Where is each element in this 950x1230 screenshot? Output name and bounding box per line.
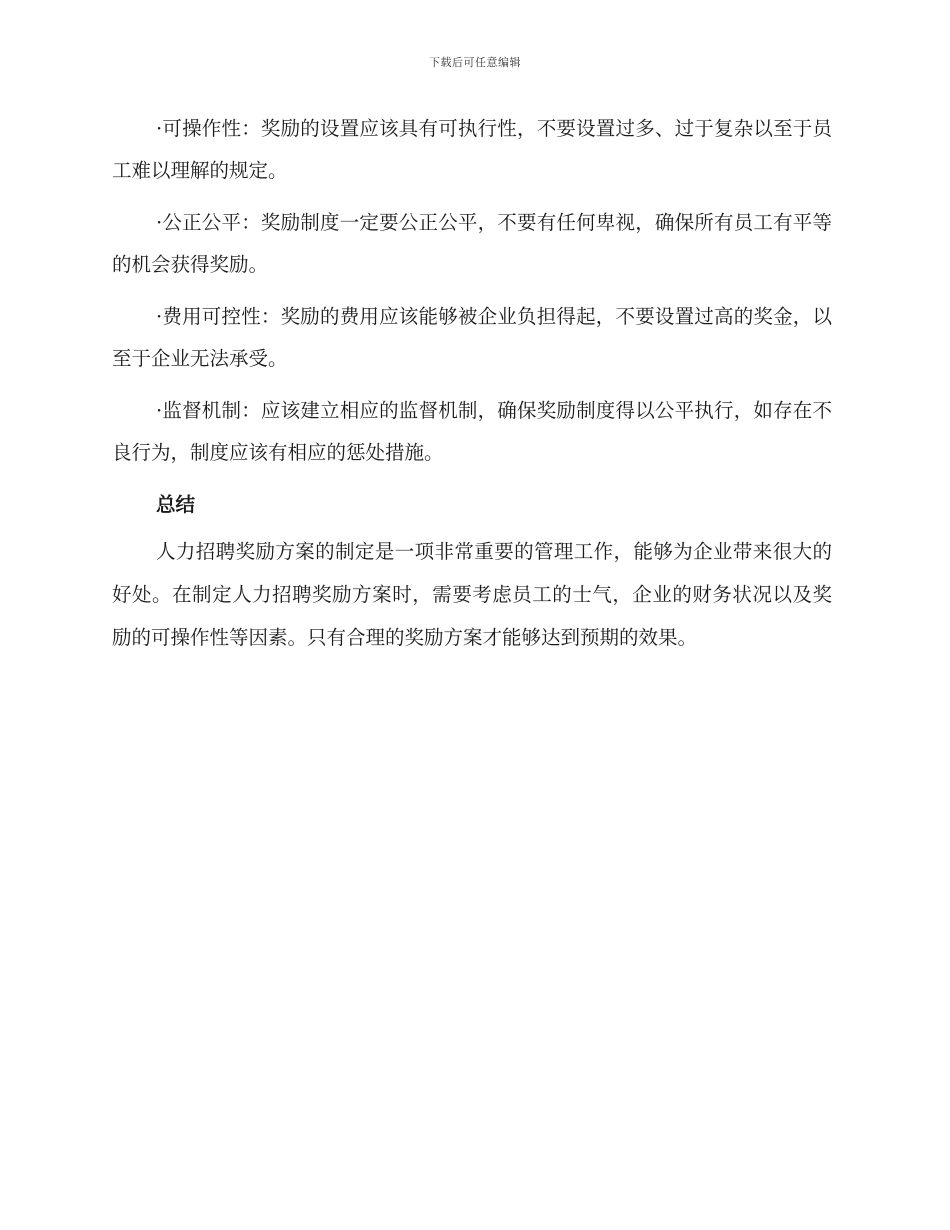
summary-paragraph: 人力招聘奖励方案的制定是一项非常重要的管理工作，能够为企业带来很大的好处。在制定人力招聘奖励方案时，需要考虑员工的士气，企业的财务状况以及奖励的可操作性等因素。只有合理的奖励方案才能够达到预期的效果。	[112, 540, 832, 649]
summary-heading: 总结	[156, 493, 196, 516]
bullet-operability: ·可操作性：奖励的设置应该具有可执行性，不要设置过多、过于复杂以至于员工难以理解的规定。	[112, 117, 832, 182]
bullet-cost-control: ·费用可控性：奖励的费用应该能够被企业负担得起，不要设置过高的奖金，以至于企业无法承受。	[112, 305, 832, 370]
page-header: 下载后可任意编辑	[429, 56, 521, 69]
bullet-supervision: ·监督机制：应该建立相应的监督机制，确保奖励制度得以公平执行，如存在不良行为，制度应该有相应的惩处措施。	[112, 399, 832, 464]
document-body	[112, 108, 832, 669]
bullet-fairness: ·公正公平：奖励制度一定要公正公平，不要有任何卑视，确保所有员工有平等的机会获得奖励。	[112, 211, 832, 276]
